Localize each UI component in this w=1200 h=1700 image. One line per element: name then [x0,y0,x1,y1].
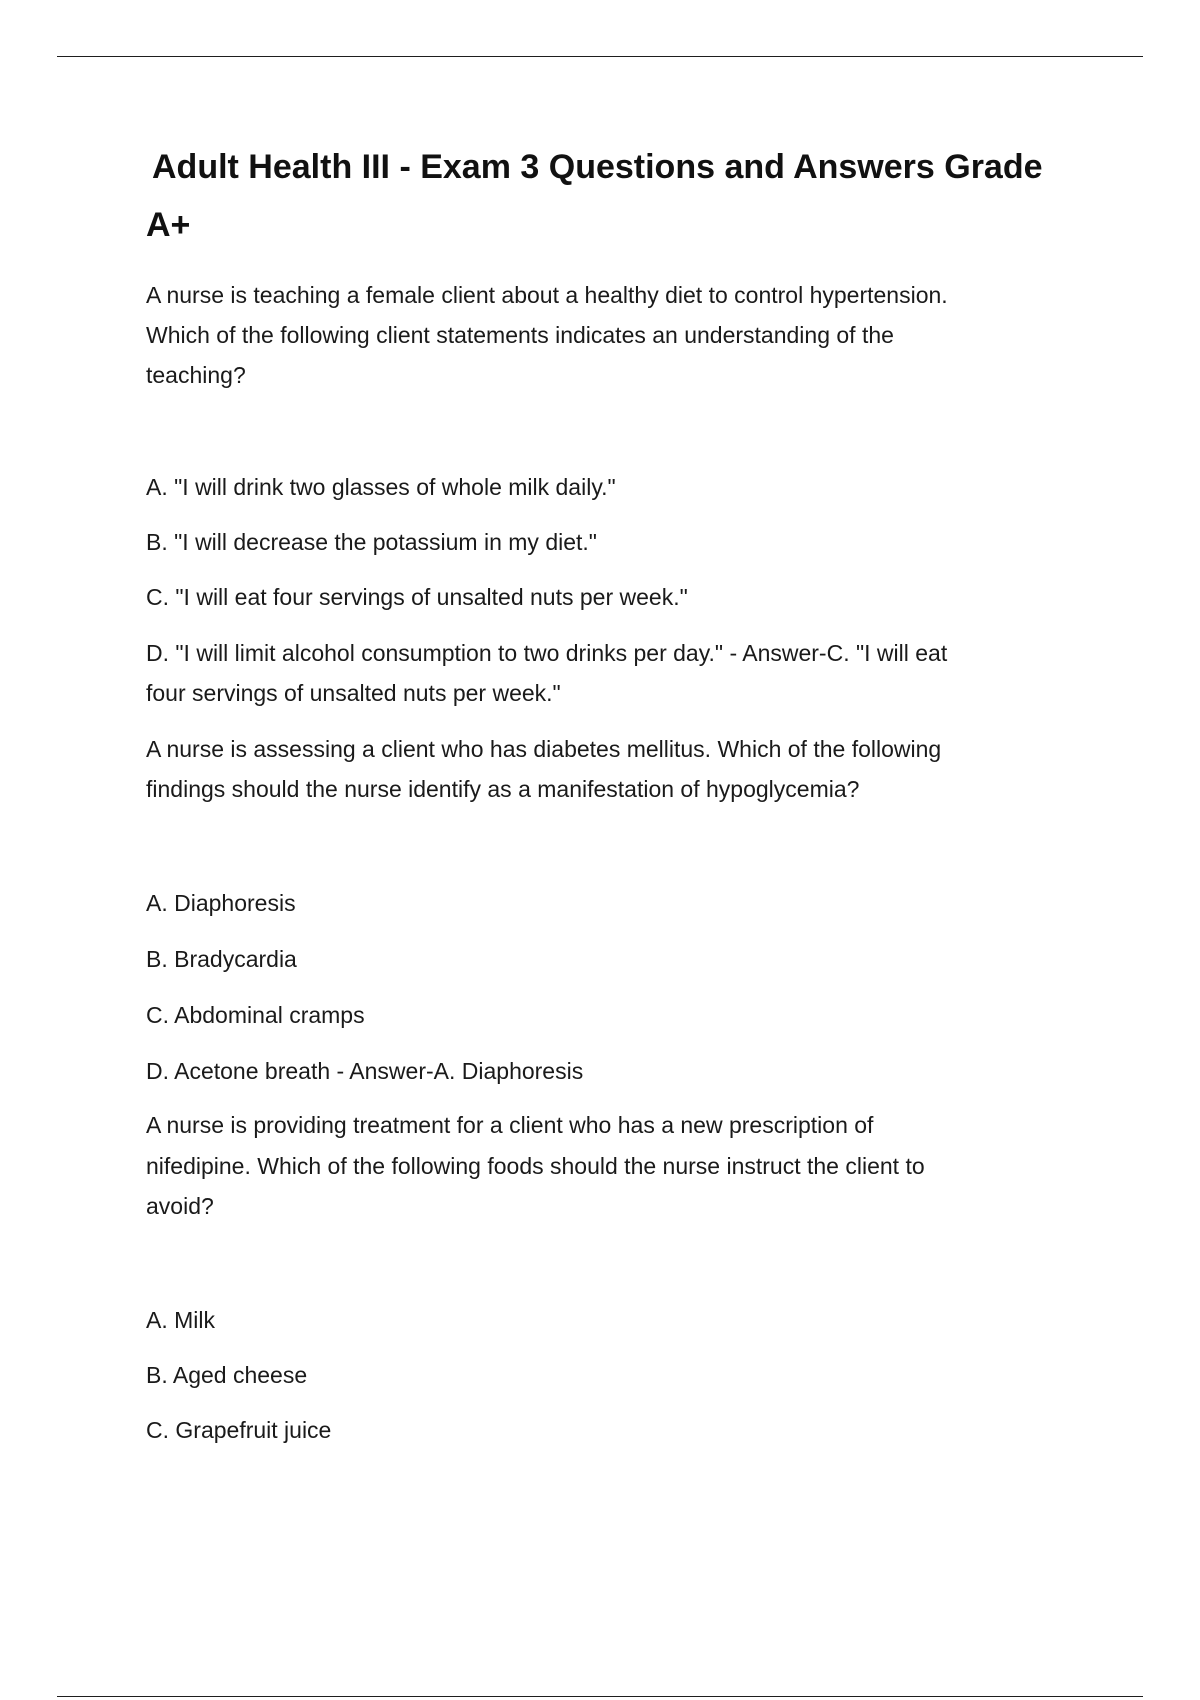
q1-option-d-line-2: four servings of unsalted nuts per week." [146,680,561,706]
q2-option-b: B. Bradycardia [146,946,297,972]
q1-option-b: B. "I will decrease the potassium in my diet." [146,529,597,555]
q2-option-c: C. Abdominal cramps [146,1002,365,1028]
q1-option-a: A. "I will drink two glasses of whole milk daily." [146,474,616,500]
q3-option-a: A. Milk [146,1307,215,1333]
q2-question-line-2: findings should the nurse identify as a manifestation of hypoglycemia? [146,776,860,802]
q3-question-line-1: A nurse is providing treatment for a client who has a new prescription of [146,1112,874,1138]
q3-question-line-2: nifedipine. Which of the following foods should the nurse instruct the client to [146,1153,925,1179]
q1-question-line-2: Which of the following client statements indicates an understanding of the [146,322,894,348]
q1-question-line-1: A nurse is teaching a female client about a healthy diet to control hypertension. [146,282,948,308]
q2-question-line-1: A nurse is assessing a client who has diabetes mellitus. Which of the following [146,736,942,762]
q1-option-d-line-1: D. "I will limit alcohol consumption to two drinks per day." - Answer-C. "I will eat [146,640,948,666]
q1-question-line-3: teaching? [146,362,246,388]
q1-option-c: C. "I will eat four servings of unsalted nuts per week." [146,584,688,610]
title-line-2: A+ [146,206,191,244]
title-line-1: Adult Health III - Exam 3 Questions and Answers Grade [152,148,1043,186]
q2-option-d: D. Acetone breath - Answer-A. Diaphoresis [146,1058,584,1084]
q3-option-b: B. Aged cheese [146,1362,308,1388]
header-rule [57,56,1143,57]
q3-option-c: C. Grapefruit juice [146,1417,332,1443]
document-title [146,138,1086,254]
q3-question-line-3: avoid? [146,1193,214,1219]
q2-option-a: A. Diaphoresis [146,890,296,916]
footer-rule [57,1696,1143,1697]
